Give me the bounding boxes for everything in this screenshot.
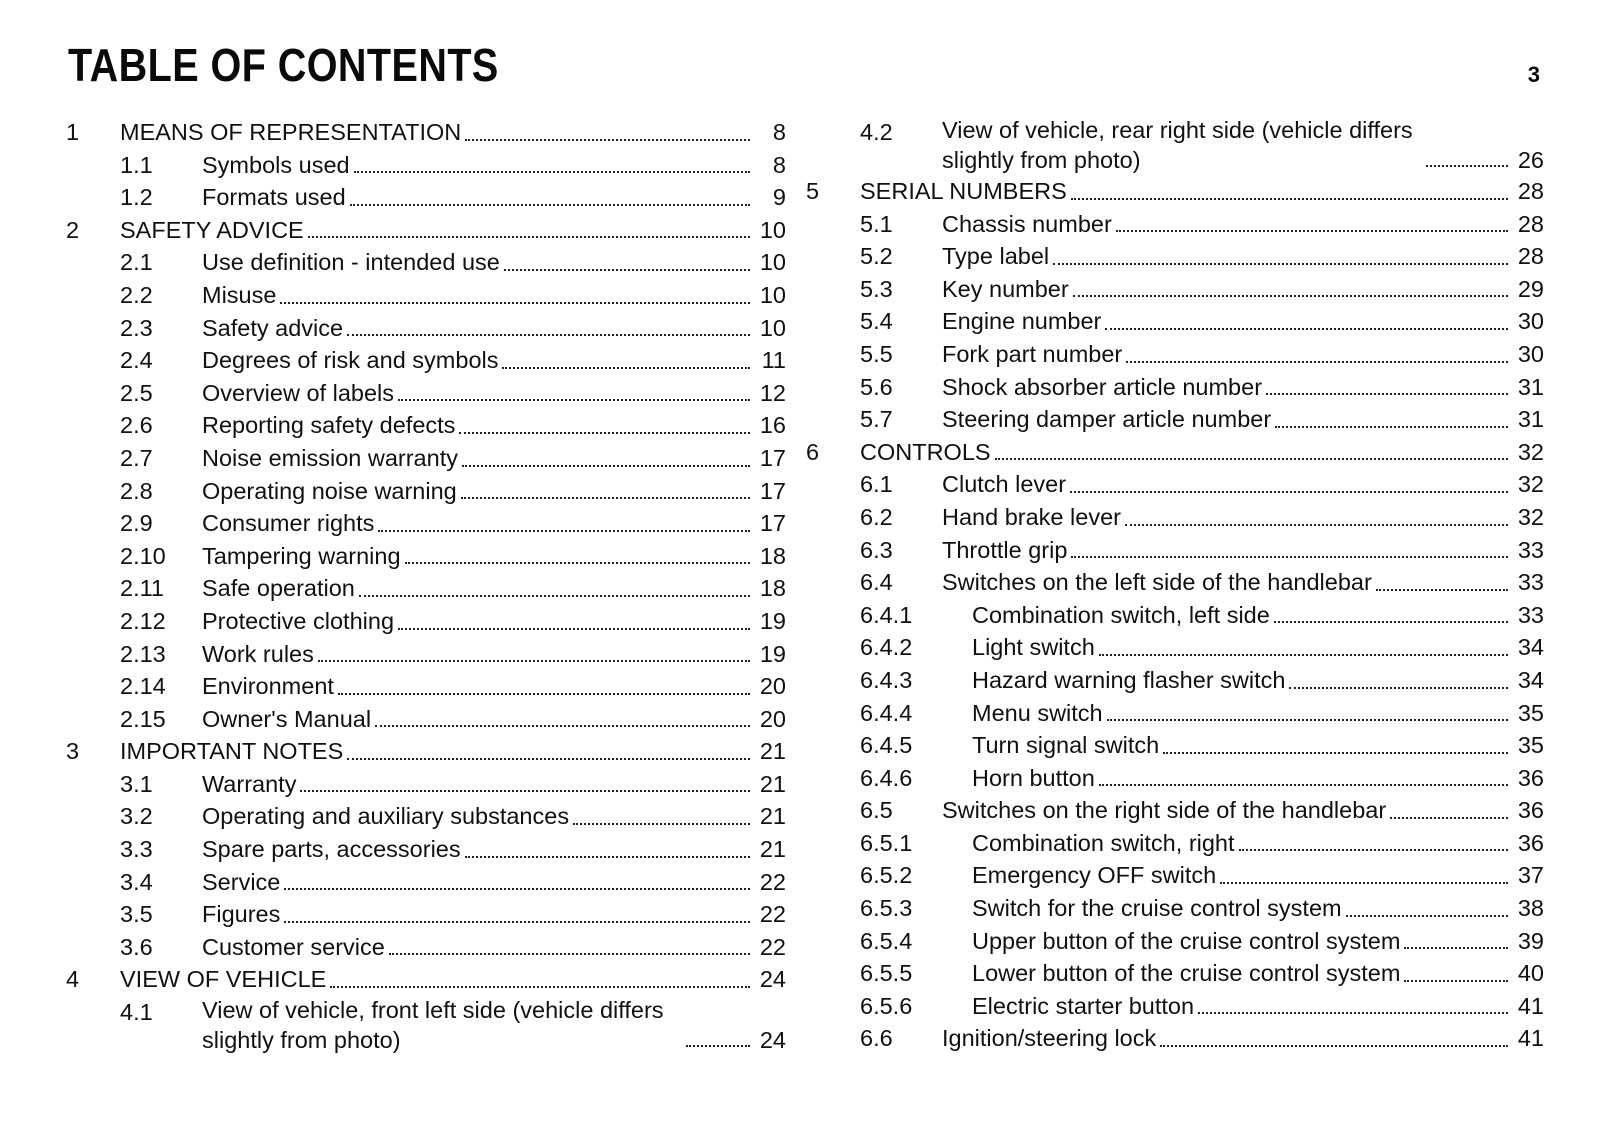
toc-entry-page: 36: [1517, 797, 1544, 824]
dot-leader: [1105, 328, 1508, 330]
toc-entry[interactable]: [66, 963, 786, 996]
toc-entry-number: 6.4.2: [860, 634, 913, 661]
toc-entry-title: Misuse: [202, 281, 277, 308]
toc-entry[interactable]: [806, 534, 1544, 567]
toc-entry[interactable]: [66, 866, 786, 899]
toc-entry-title: CONTROLS: [860, 438, 991, 465]
dot-leader: [350, 204, 750, 206]
toc-entry-number: 3: [66, 738, 80, 765]
dot-leader: [1239, 849, 1508, 851]
dot-leader: [1426, 165, 1508, 167]
toc-entry-title: Service: [202, 868, 281, 895]
toc-entry-number: 6.5.2: [860, 862, 913, 889]
toc-entry-page: 33: [1517, 569, 1544, 596]
toc-entry[interactable]: [806, 631, 1544, 664]
toc-entry[interactable]: [66, 442, 786, 475]
toc-entry-number: 6.4.6: [860, 764, 913, 791]
toc-entry-page: 33: [1517, 601, 1544, 628]
dot-leader: [504, 269, 750, 271]
toc-entry-page: 24: [759, 966, 786, 993]
toc-entry-number: 6.2: [860, 503, 893, 530]
dot-leader: [1346, 915, 1508, 917]
toc-entry-number: 3.3: [120, 836, 153, 863]
toc-entry[interactable]: [806, 664, 1544, 697]
toc-entry-page: 8: [772, 151, 786, 178]
toc-entry[interactable]: [66, 181, 786, 214]
toc-entry-title: Degrees of risk and symbols: [202, 347, 499, 374]
toc-entry-title-continued: slightly from photo): [202, 1027, 401, 1054]
toc-entry-title: Protective clothing: [202, 607, 395, 634]
toc-entry-number: 6.4.1: [860, 601, 913, 628]
dot-leader: [1073, 295, 1508, 297]
dot-leader: [1125, 524, 1508, 526]
toc-entry-title: Operating and auxiliary substances: [202, 803, 570, 830]
toc-entry[interactable]: [806, 403, 1544, 436]
toc-entry[interactable]: [66, 540, 786, 573]
dot-leader: [465, 139, 750, 141]
toc-entry-number: 2.11: [120, 575, 164, 602]
toc-entry-page: 22: [759, 933, 786, 960]
toc-entry-page: 20: [759, 673, 786, 700]
toc-entry-title: IMPORTANT NOTES: [120, 738, 344, 765]
toc-entry-title: Hand brake lever: [942, 503, 1121, 530]
page-title: TABLE OF CONTENTS: [68, 39, 499, 91]
dot-leader: [1099, 654, 1508, 656]
toc-entry-number: 6.4.4: [860, 699, 913, 726]
dot-leader: [686, 1045, 750, 1047]
toc-entry-number: 2.15: [120, 705, 166, 732]
toc-entry[interactable]: [806, 794, 1544, 827]
toc-entry-title: Chassis number: [942, 210, 1112, 237]
toc-entry-title: Type label: [942, 243, 1050, 270]
toc-entry[interactable]: [66, 116, 786, 149]
toc-entry-number: 4.2: [860, 119, 893, 145]
toc-entry-page: 10: [759, 249, 786, 276]
toc-entry-number: 1.1: [120, 151, 153, 178]
toc-right-column: [806, 116, 1544, 1055]
toc-entry[interactable]: [66, 703, 786, 736]
toc-entry-number: 6.6: [860, 1025, 893, 1052]
toc-entry-number: 3.4: [120, 868, 153, 895]
toc-entry-title: Lower button of the cruise control system: [972, 960, 1401, 987]
toc-entry-number: 6.5.3: [860, 895, 913, 922]
toc-entry-number: 2.13: [120, 640, 166, 667]
dot-leader: [280, 302, 750, 304]
toc-entry-number: 2.14: [120, 673, 166, 700]
dot-leader: [378, 530, 750, 532]
toc-entry-number: 2.12: [120, 607, 166, 634]
toc-entry-title: Consumer rights: [202, 510, 375, 537]
toc-entry[interactable]: [806, 827, 1544, 860]
toc-entry[interactable]: [806, 436, 1544, 469]
toc-entry-page: 19: [759, 607, 786, 634]
toc-entry-title: Overview of labels: [202, 379, 394, 406]
dot-leader: [1274, 621, 1508, 623]
toc-entry-title: Safe operation: [202, 575, 355, 602]
toc-entry-title: View of vehicle, rear right side (vehicle differs: [942, 117, 1413, 143]
toc-entry-number: 6.3: [860, 536, 893, 563]
toc-entry[interactable]: [806, 566, 1544, 599]
dot-leader: [359, 595, 750, 597]
toc-entry-page: 39: [1517, 927, 1544, 954]
toc-entry-number: 4.1: [120, 999, 153, 1026]
toc-entry-page: 32: [1517, 471, 1544, 498]
dot-leader: [330, 986, 750, 988]
toc-entry-page: 12: [759, 379, 786, 406]
dot-leader: [1220, 882, 1508, 884]
toc-entry[interactable]: [806, 468, 1544, 501]
toc-entry-number: 3.1: [120, 770, 153, 797]
dot-leader: [1266, 393, 1508, 395]
toc-entry[interactable]: [66, 572, 786, 605]
toc-entry[interactable]: [66, 768, 786, 801]
toc-entry-number: 5.5: [860, 340, 893, 367]
toc-entry-page: 41: [1517, 992, 1544, 1019]
toc-entry-page: 33: [1517, 536, 1544, 563]
toc-entry[interactable]: [806, 729, 1544, 762]
toc-entry-number: 4: [66, 966, 80, 993]
toc-entry[interactable]: [806, 925, 1544, 958]
toc-entry-page: 18: [759, 575, 786, 602]
toc-entry[interactable]: [806, 501, 1544, 534]
dot-leader: [1289, 687, 1508, 689]
dot-leader: [308, 236, 750, 238]
toc-entry-title: Electric starter button: [972, 992, 1195, 1019]
toc-entry-title: Turn signal switch: [972, 732, 1160, 759]
dot-leader: [347, 758, 750, 760]
toc-entry[interactable]: [66, 409, 786, 442]
toc-entry[interactable]: [66, 931, 786, 964]
toc-entry[interactable]: [806, 240, 1544, 273]
toc-entry-page: 17: [759, 444, 786, 471]
toc-entry-number: 2.1: [120, 249, 153, 276]
toc-entry-title: VIEW OF VEHICLE: [120, 966, 327, 993]
dot-leader: [389, 953, 750, 955]
toc-entry-title: Hazard warning flasher switch: [972, 666, 1286, 693]
toc-entry-title: Symbols used: [202, 151, 350, 178]
toc-entry-page: 21: [759, 803, 786, 830]
toc-entry-title: Customer service: [202, 933, 385, 960]
toc-entry-page: 28: [1517, 178, 1544, 204]
dot-leader: [1126, 361, 1508, 363]
toc-entry-number: 2.10: [120, 542, 166, 569]
toc-entry-page: 21: [759, 738, 786, 765]
toc-entry-title: Switches on the right side of the handlebar: [942, 797, 1387, 824]
toc-entry-title: Ignition/steering lock: [942, 1025, 1157, 1052]
page-number: 3: [1527, 62, 1540, 87]
toc-entry-title: Key number: [942, 275, 1069, 302]
dot-leader: [462, 465, 750, 467]
toc-entry-title: Horn button: [972, 764, 1095, 791]
dot-leader: [573, 823, 750, 825]
toc-entry-title: Combination switch, left side: [972, 601, 1270, 628]
toc-entry[interactable]: [806, 859, 1544, 892]
toc-entry[interactable]: [66, 735, 786, 768]
toc-entry[interactable]: [806, 175, 1544, 208]
toc-entry-number: 1: [66, 119, 80, 145]
dot-leader: [338, 693, 750, 695]
toc-entry[interactable]: [66, 507, 786, 540]
toc-entry-page: 41: [1517, 1025, 1544, 1052]
toc-entry[interactable]: [66, 312, 786, 345]
dot-leader: [461, 497, 750, 499]
toc-entry-page: 32: [1517, 438, 1544, 465]
toc-entry-title: Fork part number: [942, 340, 1123, 367]
toc-entry[interactable]: [66, 898, 786, 931]
toc-entry[interactable]: [66, 246, 786, 279]
toc-entry-page: 19: [759, 640, 786, 667]
toc-entry-title: View of vehicle, front left side (vehicle differs: [202, 997, 664, 1024]
toc-entry-title: Switch for the cruise control system: [972, 895, 1342, 922]
toc-entry-number: 6.5.4: [860, 927, 913, 954]
toc-entry-page: 20: [759, 705, 786, 732]
toc-entry-page: 35: [1517, 732, 1544, 759]
toc-entry-title: SERIAL NUMBERS: [860, 178, 1067, 204]
toc-entry-title: Throttle grip: [942, 536, 1068, 563]
toc-entry-page: 36: [1517, 764, 1544, 791]
dot-leader: [405, 562, 750, 564]
toc-entry-page: 22: [759, 901, 786, 928]
dot-leader: [1107, 719, 1508, 721]
toc-left-column: [66, 116, 786, 1055]
toc-entry-number: 5.2: [860, 243, 893, 270]
toc-entry-page: 36: [1517, 829, 1544, 856]
toc-entry-title: Light switch: [972, 634, 1095, 661]
toc-entry[interactable]: [66, 605, 786, 638]
toc-entry-number: 6.4: [860, 569, 893, 596]
toc-entry-page: 17: [759, 477, 786, 504]
toc-entry[interactable]: [806, 990, 1544, 1023]
toc-entry[interactable]: [806, 1022, 1544, 1055]
toc-entry-number: 2.4: [120, 347, 153, 374]
toc-entry-page: 37: [1517, 862, 1544, 889]
toc-entry-page: 40: [1517, 960, 1544, 987]
toc-entry-number: 2.8: [120, 477, 153, 504]
toc-entry-page: 22: [759, 868, 786, 895]
toc-entry[interactable]: [806, 599, 1544, 632]
toc-entry-title: Use definition - intended use: [202, 249, 500, 276]
toc-entry-number: 2.2: [120, 281, 153, 308]
dot-leader: [1275, 426, 1508, 428]
toc-entry-title: Emergency OFF switch: [972, 862, 1217, 889]
toc-entry-page: 17: [759, 510, 786, 537]
toc-entry-title: Steering damper article number: [942, 406, 1272, 433]
toc-entry[interactable]: [66, 344, 786, 377]
toc-entry-page: 30: [1517, 308, 1544, 335]
dot-leader: [1404, 947, 1508, 949]
toc-entry-page: 10: [759, 216, 786, 243]
toc-entry[interactable]: [806, 371, 1544, 404]
toc-entry-title: Upper button of the cruise control system: [972, 927, 1401, 954]
dot-leader: [300, 790, 750, 792]
toc-entry-title: Owner's Manual: [202, 705, 372, 732]
toc-entry-title: Spare parts, accessories: [202, 836, 461, 863]
toc-entry-title: Safety advice: [202, 314, 344, 341]
toc-entry-page: 31: [1517, 373, 1544, 400]
dot-leader: [995, 458, 1508, 460]
toc-entry-title: Figures: [202, 901, 281, 928]
toc-entry[interactable]: [806, 273, 1544, 306]
toc-entry-page: 32: [1517, 503, 1544, 530]
toc-entry-page: 38: [1517, 895, 1544, 922]
toc-entry-page: 30: [1517, 340, 1544, 367]
toc-entry-number: 2.5: [120, 379, 153, 406]
toc-entry-page: 24: [759, 1027, 786, 1054]
toc-entry-title: Tampering warning: [202, 542, 401, 569]
toc-entry-page: 31: [1517, 406, 1544, 433]
toc-entry[interactable]: [66, 475, 786, 508]
toc-entry[interactable]: [66, 377, 786, 410]
dot-leader: [375, 725, 750, 727]
toc-entry[interactable]: [806, 208, 1544, 241]
toc-entry-page: 21: [759, 770, 786, 797]
dot-leader: [459, 432, 750, 434]
dot-leader: [284, 888, 750, 890]
dot-leader: [354, 171, 750, 173]
toc-entry-number: 6.5.1: [860, 829, 913, 856]
toc-entry-number: 6.5.5: [860, 960, 913, 987]
toc-entry-page: 18: [759, 542, 786, 569]
toc-entry[interactable]: [806, 697, 1544, 730]
toc-entry[interactable]: [66, 279, 786, 312]
toc-entry-number: 1.2: [120, 184, 153, 211]
toc-entry[interactable]: [66, 996, 786, 1055]
dot-leader: [1071, 198, 1508, 200]
dot-leader: [318, 660, 750, 662]
toc-entry-number: 5.7: [860, 406, 893, 433]
toc-entry-page: 11: [761, 347, 786, 374]
toc-entry-title: Clutch lever: [942, 471, 1067, 498]
toc-entry-number: 5.4: [860, 308, 893, 335]
toc-entry-page: 10: [759, 314, 786, 341]
toc-entry[interactable]: [806, 957, 1544, 990]
toc-entry[interactable]: [806, 762, 1544, 795]
toc-entry[interactable]: [806, 305, 1544, 338]
dot-leader: [398, 628, 750, 630]
dot-leader: [1390, 817, 1508, 819]
toc-entry-number: 6.1: [860, 471, 893, 498]
toc-entry-number: 6.4.5: [860, 732, 913, 759]
toc-entry-number: 5.6: [860, 373, 893, 400]
toc-entry-title: Reporting safety defects: [202, 412, 456, 439]
dot-leader: [1404, 980, 1508, 982]
toc-entry-title: Noise emission warranty: [202, 444, 458, 471]
dot-leader: [1160, 1045, 1508, 1047]
toc-entry-title: Work rules: [202, 640, 314, 667]
toc-entry[interactable]: [66, 149, 786, 182]
toc-entry-title: Engine number: [942, 308, 1102, 335]
toc-entry[interactable]: [806, 116, 1544, 175]
toc-entry-page: 26: [1517, 147, 1544, 173]
toc-entry-page: 10: [759, 281, 786, 308]
toc-entry-number: 2.3: [120, 314, 153, 341]
dot-leader: [502, 367, 750, 369]
dot-leader: [1198, 1012, 1508, 1014]
toc-entry-page: 34: [1517, 666, 1544, 693]
dot-leader: [1070, 491, 1508, 493]
toc-entry[interactable]: [806, 892, 1544, 925]
toc-entry-title: MEANS OF REPRESENTATION: [120, 119, 462, 145]
toc-entry-page: 29: [1517, 275, 1544, 302]
toc-entry-title: Warranty: [202, 770, 297, 797]
toc-entry-title: Operating noise warning: [202, 477, 457, 504]
toc-entry-page: 16: [759, 412, 786, 439]
dot-leader: [1376, 589, 1508, 591]
dot-leader: [1071, 556, 1508, 558]
toc-entry-page: 35: [1517, 699, 1544, 726]
toc-entry-number: 6.5.6: [860, 992, 913, 1019]
dot-leader: [1163, 752, 1508, 754]
toc-entry[interactable]: [66, 670, 786, 703]
toc-entry-number: 2.6: [120, 412, 153, 439]
toc-entry-number: 2.7: [120, 444, 153, 471]
toc-entry[interactable]: [806, 338, 1544, 371]
toc-entry-page: 34: [1517, 634, 1544, 661]
toc-entry[interactable]: [66, 638, 786, 671]
dot-leader: [1116, 230, 1508, 232]
toc-entry[interactable]: [66, 833, 786, 866]
toc-entry-number: 3.5: [120, 901, 153, 928]
toc-entry[interactable]: [66, 800, 786, 833]
toc-entry-title-continued: slightly from photo): [942, 147, 1141, 173]
toc-entry-title: SAFETY ADVICE: [120, 216, 304, 243]
dot-leader: [347, 334, 750, 336]
toc-entry-title: Combination switch, right: [972, 829, 1235, 856]
toc-entry-number: 6: [806, 438, 820, 465]
toc-entry[interactable]: [66, 214, 786, 247]
toc-entry-number: 6.4.3: [860, 666, 913, 693]
dot-leader: [284, 921, 750, 923]
toc-entry-title: Environment: [202, 673, 334, 700]
toc-entry-number: 3.2: [120, 803, 153, 830]
dot-leader: [1053, 263, 1508, 265]
toc-entry-number: 5.3: [860, 275, 893, 302]
dot-leader: [1099, 784, 1508, 786]
toc-entry-number: 5.1: [860, 210, 893, 237]
toc-entry-number: 3.6: [120, 933, 153, 960]
toc-entry-number: 6.5: [860, 797, 893, 824]
toc-entry-page: 28: [1517, 243, 1544, 270]
toc-entry-title: Formats used: [202, 184, 346, 211]
toc-entry-title: Shock absorber article number: [942, 373, 1263, 400]
dot-leader: [398, 399, 750, 401]
toc-entry-number: 5: [806, 178, 820, 204]
toc-entry-page: 28: [1517, 210, 1544, 237]
toc-entry-title: Menu switch: [972, 699, 1103, 726]
toc-entry-page: 21: [759, 836, 786, 863]
toc-entry-title: Switches on the left side of the handlebar: [942, 569, 1372, 596]
toc-entry-page: 9: [772, 184, 786, 211]
toc-entry-number: 2.9: [120, 510, 153, 537]
toc-entry-number: 2: [66, 216, 80, 243]
dot-leader: [465, 856, 750, 858]
toc-entry-page: 8: [772, 119, 786, 145]
